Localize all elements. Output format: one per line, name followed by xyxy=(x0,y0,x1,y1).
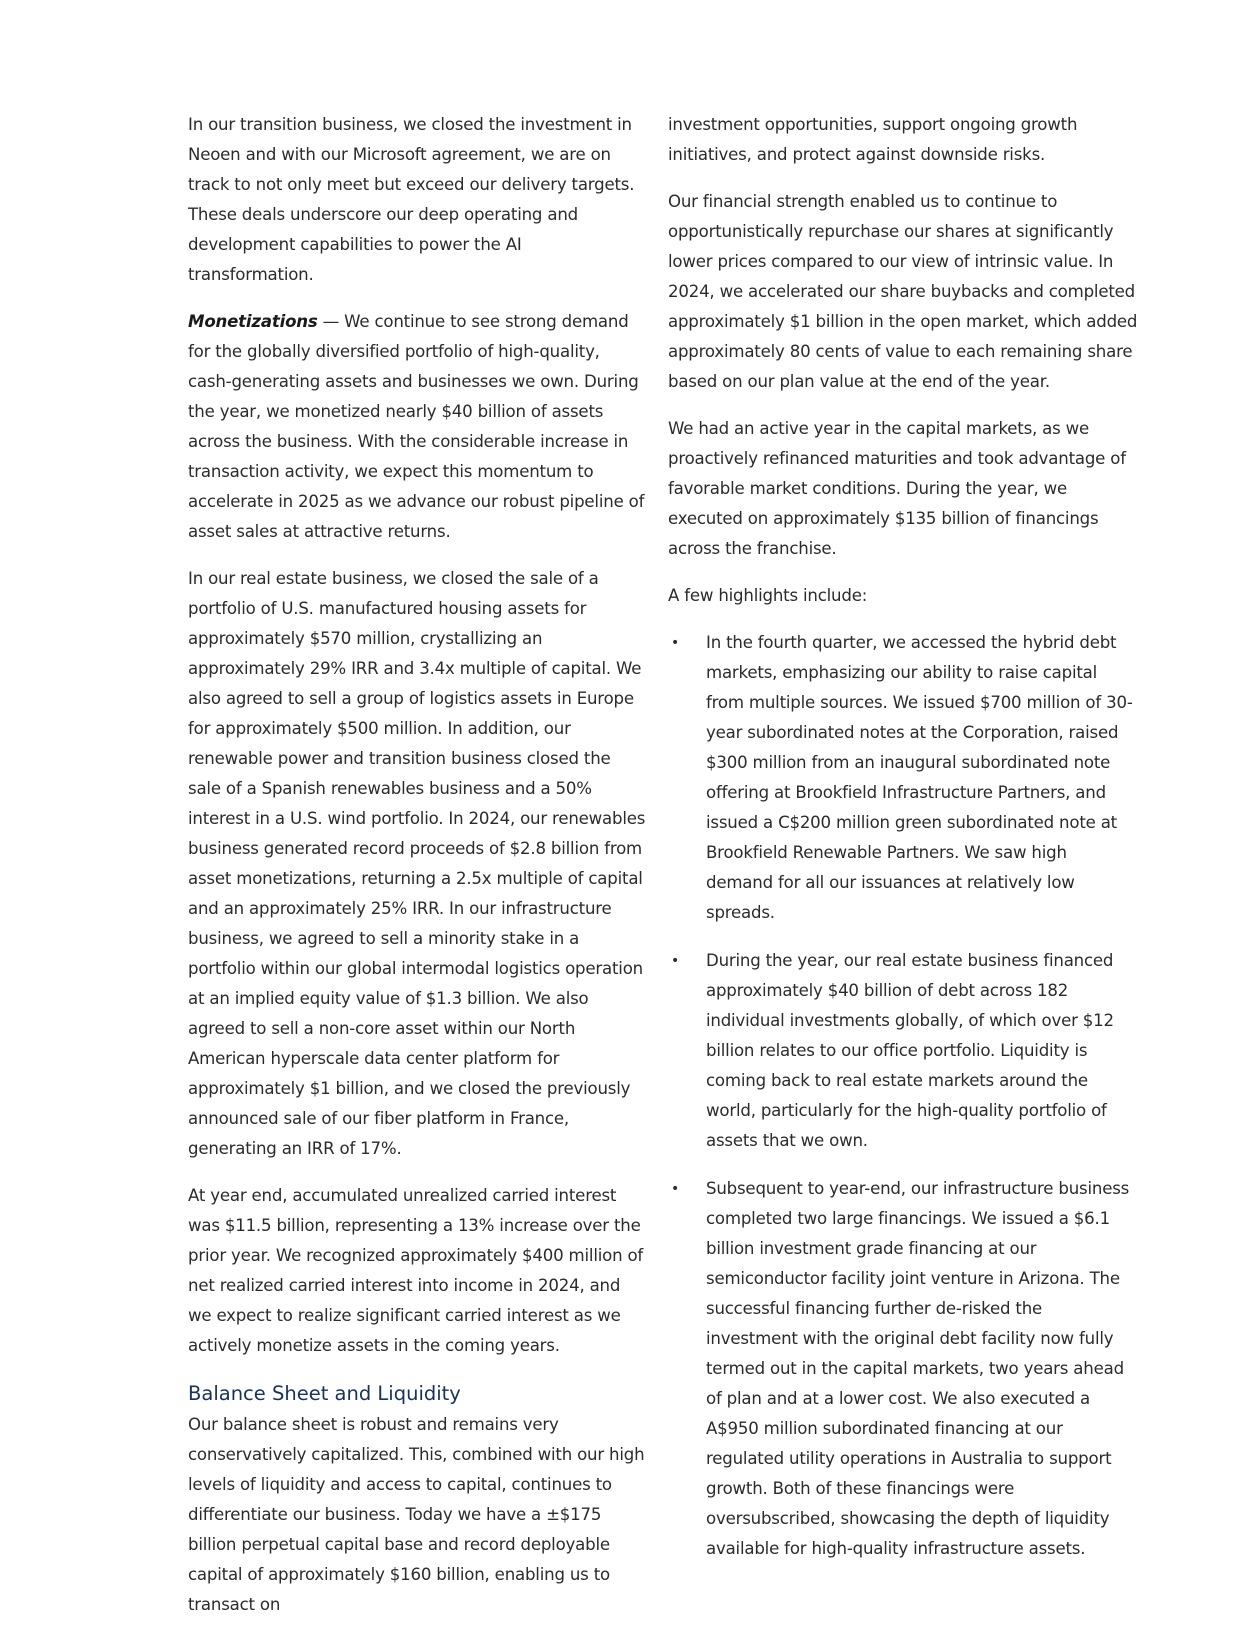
real-estate-paragraph: In our real estate business, we closed the sale of a portfolio of U.S. manufactured housing assets for approximately $570 million, crystallizing an approximately 29% IRR and 3.4x multiple of capital. We also agreed to sell a group of logistics assets in Europe for approximately $500 million. In addition, our renewable power and transition business closed the sale of a Spanish renewables business and a 50% interest in a U.S. wind portfolio. In 2024, our renewables business generated record proceeds of $2.8 billion from asset monetizations, returning a 2.5x multiple of capital and an approximately 25% IRR. In our infrastructure business, we agreed to sell a minority stake in a portfolio within our global intermodal logistics operation at an implied equity value of $1.3 billion. We also agreed to sell a non-core asset within our North American hyperscale data center platform for approximately $1 billion, and we closed the previously announced sale of our fiber platform in France, generating an IRR of 17%. xyxy=(188,569,646,1158)
right-column xyxy=(668,110,1138,1582)
continuation-paragraph: investment opportunities, support ongoing growth initiatives, and protect against downside risks. xyxy=(668,115,1078,164)
transition-paragraph: In our transition business, we closed the investment in Neoen and with our Microsoft agreement, we are on track to not only meet but exceed our delivery targets. These deals underscore our deep operating and development capabilities to power the AI transformation. xyxy=(188,115,635,284)
list-item xyxy=(668,946,1138,1156)
list-item-text: During the year, our real estate business financed approximately $40 billion of debt across 182 individual investments globally, of which over $12 billion relates to our office portfolio. Liquidity is coming back to real estate markets around the world, particularly for the high-quality portfolio of assets that we own. xyxy=(706,951,1114,1150)
highlights-list xyxy=(668,628,1138,1564)
section-heading: Balance Sheet and Liquidity xyxy=(188,1382,461,1405)
left-column xyxy=(188,110,648,1637)
bullet-icon: • xyxy=(671,1181,680,1197)
list-item-text: In the fourth quarter, we accessed the hybrid debt markets, emphasizing our ability to raise capital from multiple sources. We issued $700 million of 30-year subordinated notes at the Corporation, raised $300 million from an inaugural subordinated note offering at Brookfield Infrastructure Partners, and issued a C$200 million green subordinated note at Brookfield Renewable Partners. We saw high demand for all our issuances at relatively low spreads. xyxy=(706,633,1133,922)
bullet-icon: • xyxy=(671,953,680,969)
buyback-paragraph: Our financial strength enabled us to continue to opportunistically repurchase our shares at significantly lower prices compared to our view of intrinsic value. In 2024, we accelerated our share buybacks and completed approximately $1 billion in the open market, which added approximately 80 cents of value to each remaining share based on our plan value at the end of the year. xyxy=(668,192,1138,391)
carried-interest-paragraph: At year end, accumulated unrealized carried interest was $11.5 billion, representing a 13% increase over the prior year. We recognized approximately $400 million of net realized carried interest into income in 2024, and we expect to realize significant carried interest as we actively monetize assets in the coming years. xyxy=(188,1186,644,1355)
list-item-text: Subsequent to year-end, our infrastructure business completed two large financings. We issued a $6.1 billion investment grade financing at our semiconductor facility joint venture in Arizona. The successful financing further de-risked the investment with the original debt facility now fully termed out in the capital markets, two years ahead of plan and at a lower cost. We also executed a A$950 million subordinated financing at our regulated utility operations in Australia to support growth. Both of these financings were oversubscribed, showcasing the depth of liquidity available for high-quality infrastructure assets. xyxy=(706,1179,1130,1558)
list-item xyxy=(668,1174,1138,1564)
highlights-intro: A few highlights include: xyxy=(668,586,868,605)
monetizations-paragraph xyxy=(188,307,648,547)
monetizations-lead: Monetizations xyxy=(188,312,318,331)
capital-markets-paragraph: We had an active year in the capital markets, as we proactively refinanced maturities and took advantage of favorable market conditions. During the year, we executed on approximately $135 billion of financings across the franchise. xyxy=(668,419,1126,558)
balance-sheet-paragraph: Our balance sheet is robust and remains very conservatively capitalized. This, combined with our high levels of liquidity and access to capital, continues to differentiate our business. Today we have a ±$175 billion perpetual capital base and record deployable capital of approximately $160 billion, enabling us to transact on xyxy=(188,1415,645,1614)
bullet-icon: • xyxy=(671,635,680,651)
list-item xyxy=(668,628,1138,928)
monetizations-body: — We continue to see strong demand for the globally diversified portfolio of high-quality, cash-generating assets and businesses we own. During the year, we monetized nearly $40 billion of assets across the business. With the considerable increase in transaction activity, we expect this momentum to accelerate in 2025 as we advance our robust pipeline of asset sales at attractive returns. xyxy=(188,312,645,541)
